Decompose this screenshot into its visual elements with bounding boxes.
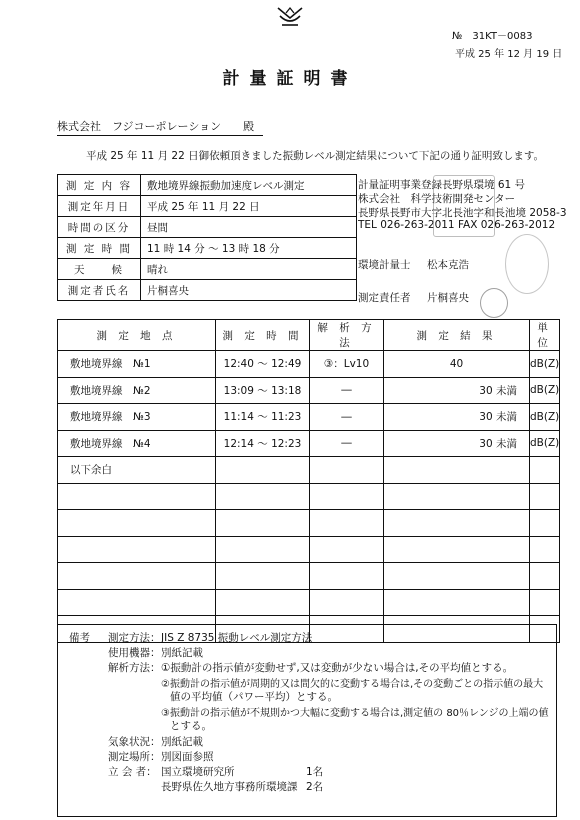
- col-header-method: 解 析 方 法: [310, 320, 384, 351]
- cell-point: 以下余白: [58, 457, 216, 484]
- document-title: 計量証明書: [222, 69, 358, 89]
- issue-date: 平成 25 年 12 月 19 日: [455, 49, 563, 60]
- document-number: № 31KT－0083: [452, 31, 533, 42]
- col-header-time: 測 定 時 間: [216, 320, 310, 351]
- intro-text: 平成 25 年 11 月 22 日御依頼頂きました振動レベル測定結果について下記の通り証明致します。: [86, 150, 545, 162]
- table-row: [58, 483, 560, 510]
- table-row: [58, 536, 560, 563]
- cell-method: [310, 483, 384, 510]
- results-header-row: [58, 320, 560, 351]
- cell-point: [58, 589, 216, 616]
- cell-result: [384, 563, 530, 590]
- info-value: 敷地境界線振動加速度レベル測定: [141, 175, 357, 196]
- cell-result: [384, 536, 530, 563]
- table-row: [58, 457, 560, 484]
- registration-number: 計量証明事業登録長野県環境 61 号: [358, 179, 526, 191]
- table-row: [58, 589, 560, 616]
- cell-result: [384, 457, 530, 484]
- remarks-label: 備考: [69, 632, 90, 644]
- cell-point: 敷地境界線 №2: [58, 377, 216, 404]
- cell-unit: dB(Z): [530, 377, 560, 404]
- cell-unit: dB(Z): [530, 404, 560, 431]
- cell-method: [310, 563, 384, 590]
- measurer-seal-stamp: [505, 234, 549, 294]
- cell-result: 30 未満: [384, 377, 530, 404]
- cell-point: 敷地境界線 №4: [58, 430, 216, 457]
- info-value: 昼間: [141, 217, 357, 238]
- company-address: 長野県長野市大字北長池字和長池境 2058-3: [358, 207, 567, 219]
- company-seal-stamp: [433, 175, 495, 237]
- table-row: [58, 404, 560, 431]
- info-row: [58, 259, 357, 280]
- cell-unit: [530, 563, 560, 590]
- company-name: 株式会社 科学技術開発センター: [358, 193, 516, 205]
- info-value: 晴れ: [141, 259, 357, 280]
- equipment-value: 別紙記載: [161, 647, 203, 659]
- witness-label: 立 会 者：: [108, 766, 157, 778]
- table-row: [58, 563, 560, 590]
- place-label: 測定場所：: [108, 751, 161, 763]
- cell-unit: [530, 589, 560, 616]
- analysis-label: 解析方法：: [108, 662, 161, 674]
- cell-unit: [530, 457, 560, 484]
- cell-method: [310, 589, 384, 616]
- cell-time: 13:09 ～ 13:18: [216, 377, 310, 404]
- table-row: [58, 377, 560, 404]
- info-key: 時間の区分: [58, 217, 141, 238]
- company-phone-fax: TEL 026-263-2011 FAX 026-263-2012: [358, 219, 556, 231]
- analysis-item-2: ②振動計の指示値が周期的又は間欠的に変動する場合は,その変動ごとの指示値の最大: [161, 679, 544, 690]
- cell-result: 30 未満: [384, 404, 530, 431]
- env-measurer-name: 松本克浩: [427, 259, 469, 271]
- info-row: [58, 238, 357, 259]
- cell-time: [216, 589, 310, 616]
- weather-label: 気象状況：: [108, 736, 161, 748]
- info-key: 測 定 時 間: [58, 238, 141, 259]
- responsible-name: 片桐喜央: [427, 292, 469, 304]
- info-value: 平成 25 年 11 月 22 日: [141, 196, 357, 217]
- witness-2-count: 2名: [306, 781, 324, 793]
- personal-seal-stamp: [480, 288, 508, 318]
- analysis-item-3-cont: とする。: [170, 720, 212, 732]
- table-row: [58, 351, 560, 378]
- col-header-unit: 単 位: [530, 320, 560, 351]
- env-measurer-label: 環境計量士: [358, 259, 411, 271]
- cell-method: [310, 457, 384, 484]
- cell-method: ―: [310, 377, 384, 404]
- crest-emblem-icon: [275, 4, 305, 30]
- cell-result: [384, 589, 530, 616]
- place-value: 別図面参照: [161, 751, 214, 763]
- cell-method: [310, 536, 384, 563]
- method-label: 測定方法：: [108, 632, 161, 644]
- witness-1: 国立環境研究所: [161, 766, 235, 778]
- witness-1-count: 1名: [306, 766, 324, 778]
- cell-time: [216, 536, 310, 563]
- col-header-result: 測 定 結 果: [384, 320, 530, 351]
- info-value: 片桐喜央: [141, 280, 357, 301]
- info-key: 測定年月日: [58, 196, 141, 217]
- results-table: [57, 319, 560, 643]
- cell-time: [216, 563, 310, 590]
- cell-method: ③：Lv10: [310, 351, 384, 378]
- cell-method: [310, 510, 384, 537]
- info-row: [58, 280, 357, 301]
- cell-point: [58, 510, 216, 537]
- witness-2: 長野県佐久地方事務所環境課: [161, 781, 298, 793]
- cell-time: [216, 457, 310, 484]
- cell-unit: [530, 536, 560, 563]
- cell-unit: [530, 510, 560, 537]
- analysis-item-1: ①振動計の指示値が変動せず,又は変動が少ない場合は,その平均値とする。: [161, 662, 514, 674]
- cell-method: ―: [310, 404, 384, 431]
- cell-point: [58, 536, 216, 563]
- info-row: [58, 175, 357, 196]
- cell-result: 40: [384, 351, 530, 378]
- cell-time: 11:14 ～ 11:23: [216, 404, 310, 431]
- cell-point: [58, 563, 216, 590]
- info-key: 測 定 内 容: [58, 175, 141, 196]
- cell-point: 敷地境界線 №3: [58, 404, 216, 431]
- cell-unit: dB(Z): [530, 351, 560, 378]
- analysis-item-2-cont: 値の平均値（パワー平均）とする。: [170, 691, 338, 703]
- recipient-name: 株式会社 フジコーポレーション 殿: [57, 118, 263, 136]
- cell-result: 30 未満: [384, 430, 530, 457]
- col-header-point: 測 定 地 点: [58, 320, 216, 351]
- cell-time: [216, 510, 310, 537]
- cell-unit: [530, 483, 560, 510]
- info-key: 天 候: [58, 259, 141, 280]
- cell-point: 敷地境界線 №1: [58, 351, 216, 378]
- cell-result: [384, 510, 530, 537]
- responsible-label: 測定責任者: [358, 292, 411, 304]
- cell-time: [216, 483, 310, 510]
- cell-method: ―: [310, 430, 384, 457]
- info-row: [58, 196, 357, 217]
- info-value: 11 時 14 分 ～ 13 時 18 分: [141, 238, 357, 259]
- cell-unit: dB(Z): [530, 430, 560, 457]
- info-key: 測定者氏名: [58, 280, 141, 301]
- table-row: [58, 510, 560, 537]
- analysis-item-3: ③振動計の指示値が不規則かつ大幅に変動する場合は,測定値の 80％レンジの上端の値: [161, 708, 549, 719]
- method-value: JIS Z 8735 振動レベル測定方法: [161, 632, 313, 644]
- measurement-info-table: [57, 174, 357, 301]
- cell-result: [384, 483, 530, 510]
- cell-time: 12:14 ～ 12:23: [216, 430, 310, 457]
- weather-value: 別紙記載: [161, 736, 203, 748]
- equipment-label: 使用機器：: [108, 647, 161, 659]
- info-row: [58, 217, 357, 238]
- cell-point: [58, 483, 216, 510]
- cell-time: 12:40 ～ 12:49: [216, 351, 310, 378]
- table-row: [58, 430, 560, 457]
